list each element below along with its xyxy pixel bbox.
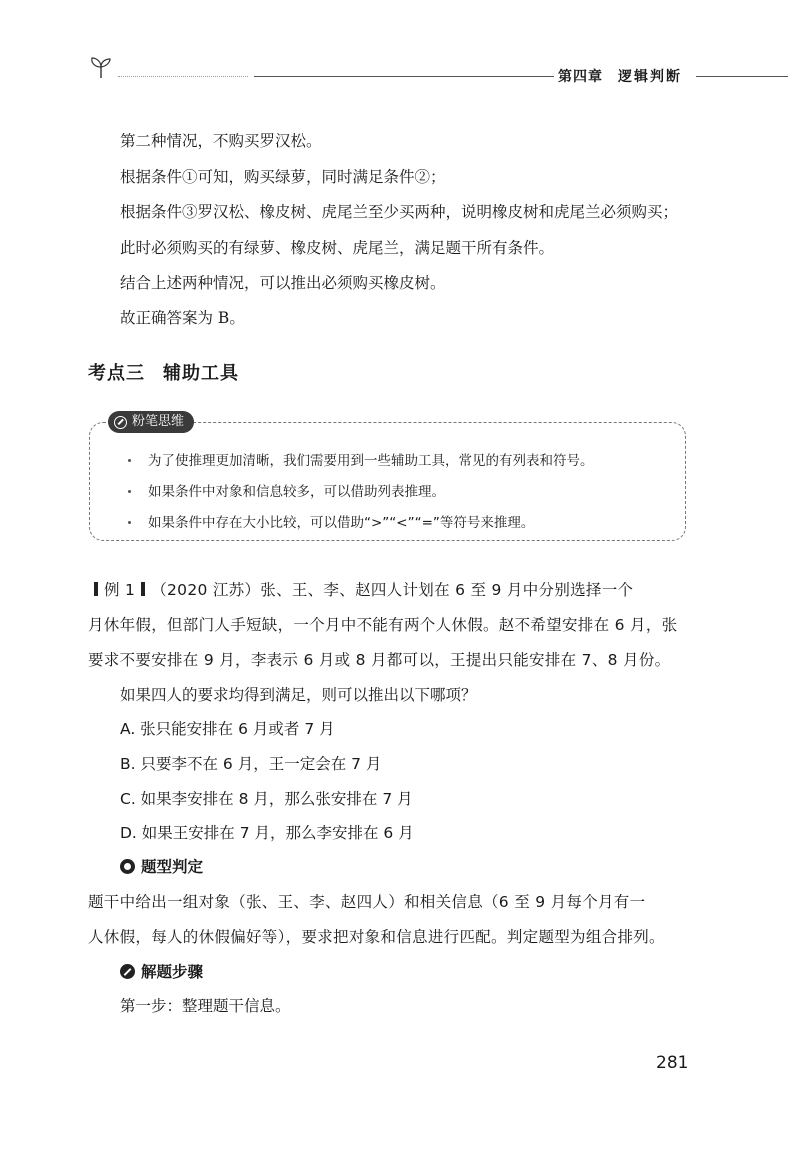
type-judgment-text: 人休假，每人的休假偏好等），要求把对象和信息进行匹配。判定题型为组合排列。 <box>88 928 665 946</box>
paragraph: 第二种情况，不购买罗汉松。 <box>120 132 322 150</box>
example-text: 张、王、李、赵四人计划在 6 至 9 月中分别选择一个 <box>260 581 634 599</box>
example-text: 要求不要安排在 9 月，李表示 6 月或 8 月都可以，王提出只能安排在 7、8 月份。 <box>88 651 671 669</box>
paragraph: 根据条件③罗汉松、橡皮树、虎尾兰至少买两种，说明橡皮树和虎尾兰必须购买； <box>120 203 679 221</box>
header-subject: 逻辑判断 <box>618 69 682 85</box>
example-marker <box>141 582 145 596</box>
option-a: A. 张只能安排在 6 月或者 7 月 <box>120 720 335 738</box>
paragraph: 故正确答案为 B。 <box>120 309 245 327</box>
tip-bullet <box>128 521 131 524</box>
tip-line: 如果条件中对象和信息较多，可以借助列表推理。 <box>148 484 445 500</box>
header-rule-left <box>254 76 554 77</box>
solution-steps-label: 解题步骤 <box>141 963 204 981</box>
tip-tag <box>108 411 194 433</box>
paragraph: 此时必须购买的有绿萝、橡皮树、虎尾兰，满足题干所有条件。 <box>120 239 555 257</box>
example-text: 月休年假，但部门人手短缺，一个月中不能有两个人休假。赵不希望安排在 6 月，张 <box>88 616 678 634</box>
header-chapter: 第四章 <box>558 69 603 85</box>
header-rule-right <box>696 76 788 77</box>
example-source: （2020 江苏） <box>151 581 261 599</box>
example-label: 例 1 <box>104 581 136 599</box>
example-first-line <box>88 578 633 600</box>
option-d: D. 如果王安排在 7 月，那么李安排在 6 月 <box>120 824 414 842</box>
section-number: 考点三 <box>88 363 145 384</box>
tip-line: 为了使推理更加清晰，我们需要用到一些辅助工具，常见的有列表和符号。 <box>148 453 594 469</box>
tip-bullet <box>128 459 131 462</box>
running-header <box>88 62 788 92</box>
pen-icon <box>120 964 135 979</box>
type-judgment-heading <box>120 855 203 877</box>
type-judgment-text: 题干中给出一组对象（张、王、李、赵四人）和相关信息（6 至 9 月每个月有一 <box>88 893 646 911</box>
page-number: 281 <box>656 1053 689 1073</box>
gear-icon <box>120 859 135 874</box>
option-b: B. 只要李不在 6 月，王一定会在 7 月 <box>120 755 382 773</box>
section-title: 辅助工具 <box>163 363 239 384</box>
no-sign-icon <box>114 416 127 429</box>
paragraph: 根据条件①可知，购买绿萝，同时满足条件②； <box>120 168 446 186</box>
sprout-icon <box>88 54 114 80</box>
type-judgment-label: 题型判定 <box>141 858 204 876</box>
header-dotted-rule <box>118 76 248 77</box>
tip-bullet <box>128 490 131 493</box>
solution-steps-heading <box>120 960 203 982</box>
tip-line: 如果条件中存在大小比较，可以借助“>”“<”“=”等符号来推理。 <box>148 515 535 531</box>
solution-step-1: 第一步：整理题干信息。 <box>120 997 291 1015</box>
option-c: C. 如果李安排在 8 月，那么张安排在 7 月 <box>120 790 413 808</box>
example-marker <box>94 582 98 596</box>
section-heading <box>88 359 239 385</box>
paragraph: 结合上述两种情况，可以推出必须购买橡皮树。 <box>120 274 446 292</box>
example-question: 如果四人的要求均得到满足，则可以推出以下哪项？ <box>120 686 477 704</box>
tip-tag-label: 粉笔思维 <box>132 414 185 429</box>
